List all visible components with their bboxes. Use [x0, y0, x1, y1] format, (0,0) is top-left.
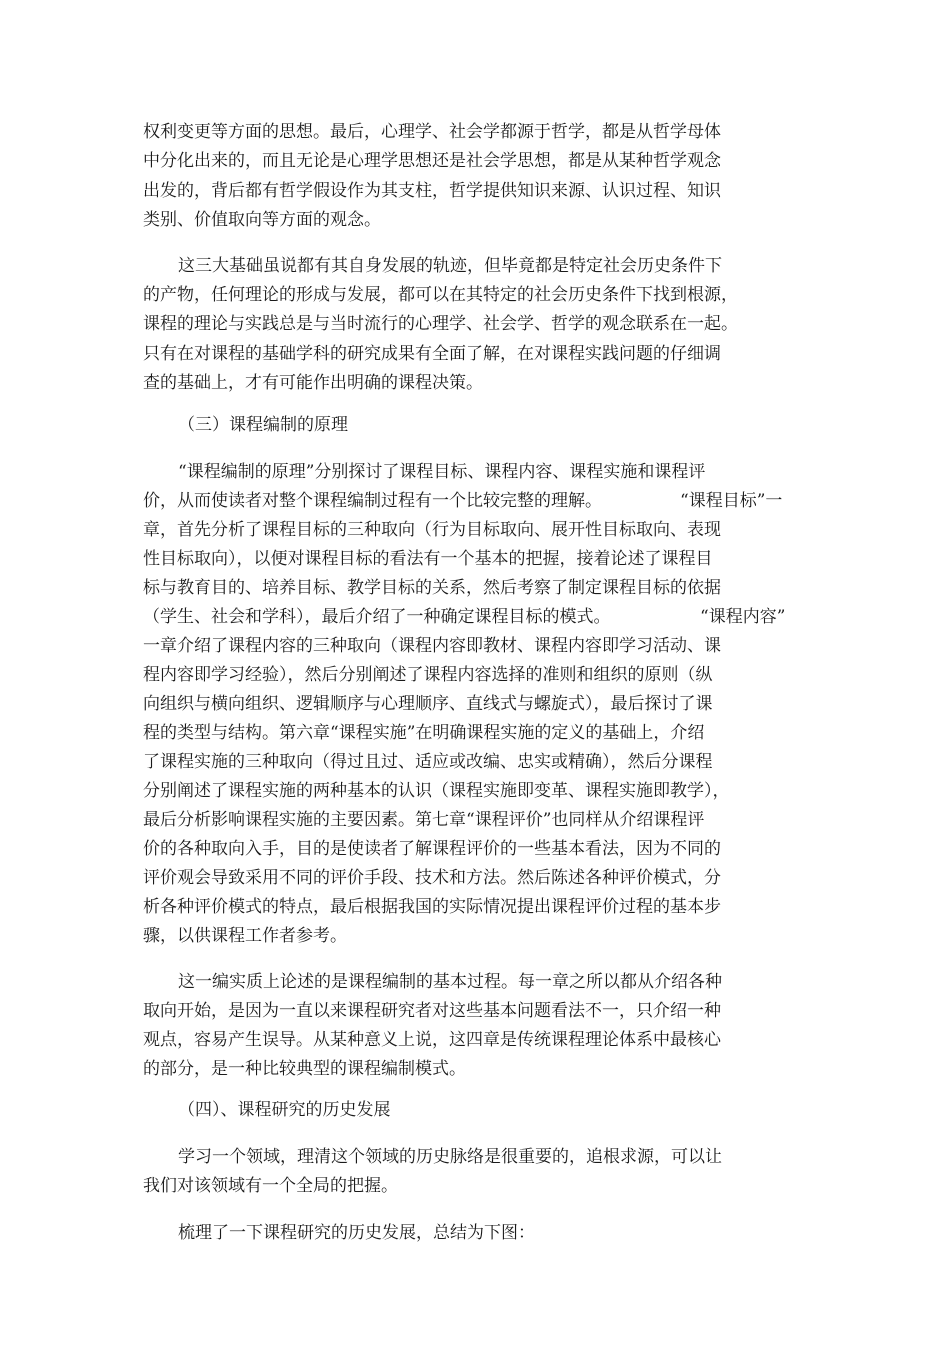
section-heading-text: （四）、课程研究的历史发展 — [178, 1100, 391, 1120]
text-line: “课程目标”一 — [680, 491, 783, 511]
text-line: 出发的，背后都有哲学假设作为其支柱，哲学提供知识来源、认识过程、知识 — [143, 181, 721, 201]
text-line: 的部分，是一种比较典型的课程编制模式。 — [143, 1059, 466, 1079]
text-line: 程的类型与结构。第六章“课程实施”在明确课程实施的定义的基础上，介绍 — [143, 723, 705, 743]
text-line: 学习一个领域，理清这个领域的历史脉络是很重要的，追根求源，可以让 — [178, 1147, 722, 1167]
text-line: 向组织与横向组织、逻辑顺序与心理顺序、直线式与螺旋式），最后探讨了课 — [143, 694, 713, 714]
text-line: 取向开始，是因为一直以来课程研究者对这些基本问题看法不一，只介绍一种 — [143, 1001, 721, 1021]
text-line: 的产物，任何理论的形成与发展，都可以在其特定的社会历史条件下找到根源， — [143, 285, 738, 305]
text-line: 标与教育目的、培养目标、教学目标的关系，然后考察了制定课程目标的依据 — [143, 578, 721, 598]
text-line: 这一编实质上论述的是课程编制的基本过程。每一章之所以都从介绍各种 — [178, 972, 722, 992]
text-line: “课程编制的原理”分别探讨了课程目标、课程内容、课程实施和课程评 — [178, 462, 706, 482]
text-line: 中分化出来的，而且无论是心理学思想还是社会学思想，都是从某种哲学观念 — [143, 151, 721, 171]
text-line: 性目标取向），以便对课程目标的看法有一个基本的把握，接着论述了课程目 — [143, 549, 713, 569]
text-line: 一章介绍了课程内容的三种取向（课程内容即教材、课程内容即学习活动、课 — [143, 636, 721, 656]
text-line: 权利变更等方面的思想。最后，心理学、社会学都源于哲学，都是从哲学母体 — [143, 122, 721, 142]
text-line: 骤，以供课程工作者参考。 — [143, 926, 347, 946]
section-heading-text: （三）课程编制的原理 — [178, 415, 348, 435]
text-line: 评价观会导致采用不同的评价手段、技术和方法。然后陈述各种评价模式，分 — [143, 868, 721, 888]
text-line: 最后分析影响课程实施的主要因素。第七章“课程评价”也同样从介绍课程评 — [143, 810, 705, 830]
text-line: 程内容即学习经验），然后分别阐述了课程内容选择的准则和组织的原则（纵 — [143, 665, 713, 685]
text-line: 分别阐述了课程实施的两种基本的认识（课程实施即变革、课程实施即教学）， — [143, 781, 730, 801]
text-line: 了课程实施的三种取向（得过且过、适应或改编、忠实或精确），然后分课程 — [143, 752, 713, 772]
text-line: 价的各种取向入手，目的是使读者了解课程评价的一些基本看法，因为不同的 — [143, 839, 721, 859]
text-line: 梳理了一下课程研究的历史发展，总结为下图： — [178, 1223, 535, 1243]
text-line: 只有在对课程的基础学科的研究成果有全面了解，在对课程实践问题的仔细调 — [143, 344, 721, 364]
text-line: 章，首先分析了课程目标的三种取向（行为目标取向、展开性目标取向、表现 — [143, 520, 721, 540]
text-line: 这三大基础虽说都有其自身发展的轨迹，但毕竟都是特定社会历史条件下 — [178, 256, 722, 276]
text-line: 观点，容易产生误导。从某种意义上说，这四章是传统课程理论体系中最核心 — [143, 1030, 721, 1050]
text-line: （学生、社会和学科），最后介绍了一种确定课程目标的模式。 — [143, 607, 611, 627]
text-line: 我们对该领域有一个全局的把握。 — [143, 1176, 398, 1196]
text-line: “课程内容” — [700, 607, 786, 627]
text-line: 查的基础上，才有可能作出明确的课程决策。 — [143, 373, 483, 393]
text-line: 析各种评价模式的特点，最后根据我国的实际情况提出课程评价过程的基本步 — [143, 897, 721, 917]
text-line: 类别、价值取向等方面的观念。 — [143, 210, 381, 230]
text-line: 课程的理论与实践总是与当时流行的心理学、社会学、哲学的观念联系在一起。 — [143, 314, 738, 334]
text-line: 价，从而使读者对整个课程编制过程有一个比较完整的理解。 — [143, 491, 602, 511]
